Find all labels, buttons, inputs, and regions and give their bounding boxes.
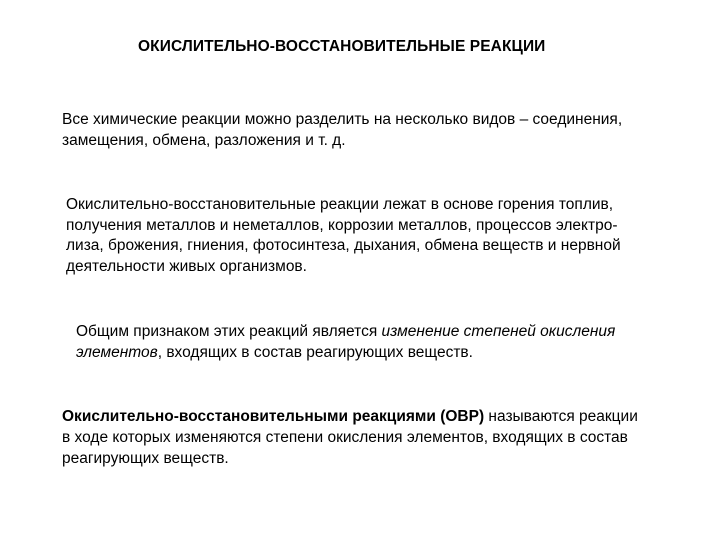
paragraph-line [62,406,720,427]
paragraph-reaction-types [62,110,622,151]
paragraph-line: получения металлов и неметаллов, коррозии металлов, процессов электро- [66,216,618,234]
paragraph-line [76,343,615,364]
text-segment: Общим признаком этих реакций является [76,323,382,340]
paragraph-line: лиза, брожения, гниения, фотосинтеза, дыхания, обмена веществ и нервной [66,237,621,254]
definition-term: Окислительно-восстановительными реакциями (ОВР) [62,408,485,425]
text-segment: , входящих в состав реагирующих веществ. [157,343,473,361]
paragraph-line: в ходе которых изменяются степени окисления элементов, входящих в состав [62,429,628,446]
text-segment: называются реакции [484,408,638,425]
italic-term: изменение степеней окисления [381,323,616,340]
paragraph-line: реагирующих веществ. [62,450,229,467]
paragraph-redox-importance [66,195,621,277]
paragraph-line: Все химические реакции можно разделить на несколько видов – соединения, [62,111,623,128]
paragraph-common-feature [76,322,615,363]
paragraph-line: замещения, обмена, разложения и т. д. [62,131,346,149]
paragraph-line [76,322,615,343]
paragraph-line: деятельности живых организмов. [66,257,307,275]
paragraph-line: Окислительно-восстановительные реакции лежат в основе горения топлив, [66,196,614,213]
slide-title: ОКИСЛИТЕЛЬНО-ВОССТАНОВИТЕЛЬНЫЕ РЕАКЦИИ [138,38,546,55]
paragraph-definition [62,406,720,469]
italic-term: элементов [76,343,158,361]
